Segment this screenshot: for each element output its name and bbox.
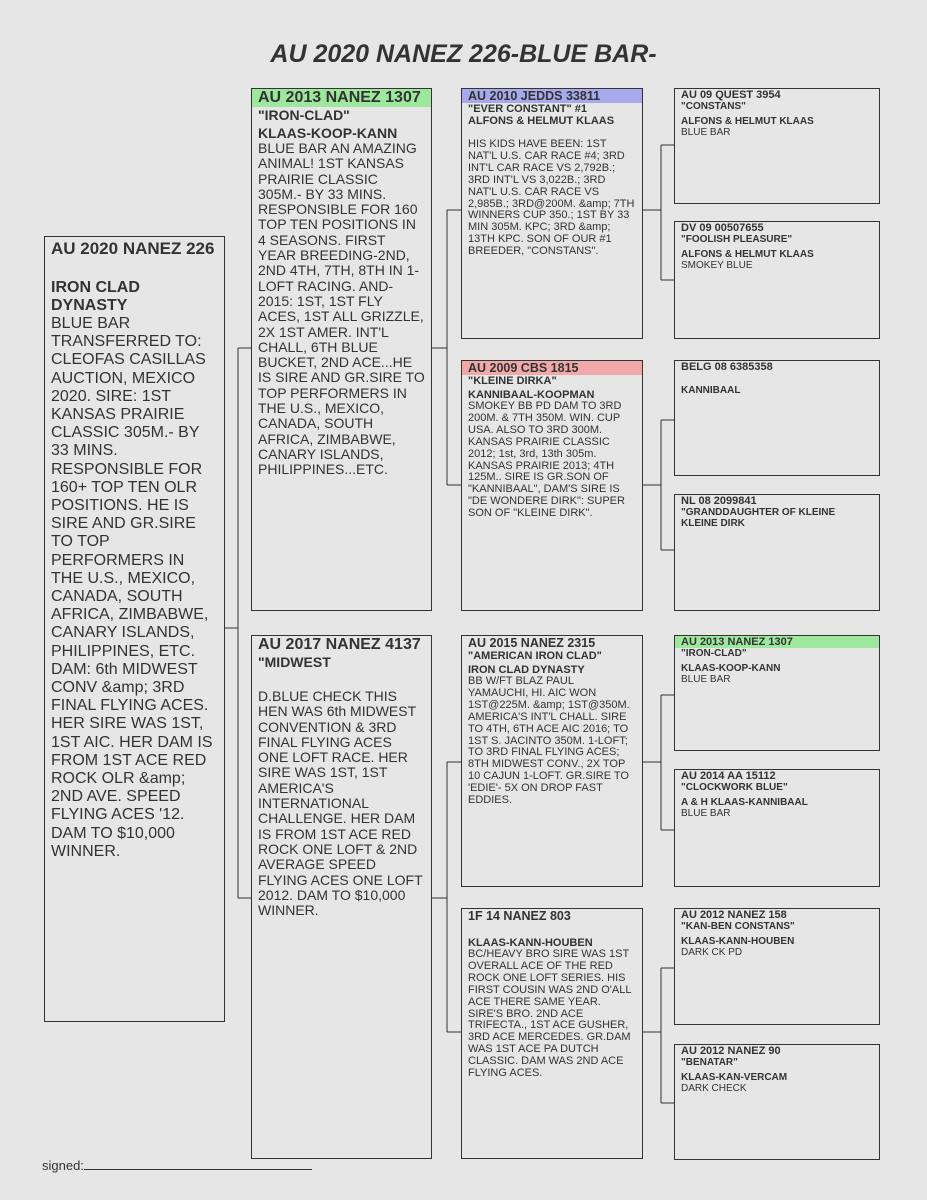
- g4-box-6: [674, 769, 880, 887]
- sire-sire-text: HIS KIDS HAVE BEEN: 1ST NAT'L U.S. CAR RACE #4; 3RD INT'L CAR RACE VS 2,792B.; 3RD INT'L VS 3,022B.; 3RD NAT'L U.S. CAR RACE VS 2,985B.; 3RD@200M. &amp; 7TH WINNERS CUP 350.; 1ST BY 33 MIN 305M. KPC; 3RD &amp; 13TH KPC. SON OF OUR #1 BREEDER, "CONSTANS".: [468, 138, 635, 258]
- dam-sire-id: AU 2015 NANEZ 2315: [468, 636, 596, 650]
- g4-breeder-2: ALFONS & HELMUT KLAAS: [681, 249, 814, 260]
- page-title: AU 2020 NANEZ 226-BLUE BAR-: [270, 40, 657, 68]
- dam-sire-box: [461, 635, 643, 887]
- g4-breeder-6: A & H KLAAS-KANNIBAAL: [681, 797, 808, 808]
- g4-id-8: AU 2012 NANEZ 90: [681, 1045, 781, 1057]
- g4-color-5: BLUE BAR: [681, 674, 731, 685]
- g4-breeder-5: KLAAS-KOOP-KANN: [681, 663, 781, 674]
- dam-dam-id: 1F 14 NANEZ 803: [468, 909, 571, 923]
- dam-sire-breeder: IRON CLAD DYNASTY: [468, 664, 585, 676]
- subject-box: [44, 236, 225, 1022]
- g4-name-6: "CLOCKWORK BLUE": [681, 782, 788, 793]
- g4-box-5: [674, 635, 880, 751]
- dam-sire-name: "AMERICAN IRON CLAD": [468, 650, 602, 662]
- g4-name-2: "FOOLISH PLEASURE": [681, 234, 793, 245]
- g4-box-2: [674, 221, 880, 339]
- g4-name-5: "IRON-CLAD": [681, 648, 747, 659]
- g4-box-8: [674, 1044, 880, 1160]
- g4-id-3: BELG 08 6385358: [681, 361, 773, 373]
- subject-name: IRON CLAD DYNASTY: [51, 279, 140, 314]
- g4-id-1: AU 09 QUEST 3954: [681, 89, 781, 101]
- g4-name-4: "GRANDDAUGHTER OF KLEINE: [681, 507, 836, 518]
- g4-breeder-3: KANNIBAAL: [681, 385, 741, 396]
- g4-box-4: [674, 494, 880, 611]
- g4-color-2: SMOKEY BLUE: [681, 260, 753, 271]
- signature-rule[interactable]: [84, 1159, 312, 1170]
- sire-id: AU 2013 NANEZ 1307: [252, 89, 431, 107]
- sire-sire-breeder: ALFONS & HELMUT KLAAS: [468, 115, 615, 127]
- sire-sire-id: AU 2010 JEDDS 33811: [462, 89, 642, 103]
- g4-id-2: DV 09 00507655: [681, 222, 764, 234]
- g4-id-5: AU 2013 NANEZ 1307: [675, 636, 879, 648]
- dam-id: AU 2017 NANEZ 4137: [258, 636, 421, 653]
- sire-dam-breeder: KANNIBAAL-KOOPMAN: [468, 389, 595, 401]
- sire-dam-text: SMOKEY BB PD DAM TO 3RD 200M. & 7TH 350M. WIN. CUP USA. ALSO TO 3RD 300M. KANSAS PRAIRIE CLASSIC 2012; 1st, 3rd, 13th 305m. KANSAS PRAIRIE 2013; 4TH 125M.. SIRE IS GR.SON OF "KANNIBAAL", DAM'S SIRE IS "DE WONDERE DIRK": SUPER SON OF "KLEINE DIRK".: [468, 400, 625, 520]
- dam-dam-breeder: KLAAS-KANN-HOUBEN: [468, 937, 593, 949]
- sire-dam-id: AU 2009 CBS 1815: [462, 361, 642, 375]
- dam-name: "MIDWEST: [258, 654, 331, 670]
- subject-id: AU 2020 NANEZ 226: [51, 239, 215, 258]
- dam-dam-text: BC/HEAVY BRO SIRE WAS 1ST OVERALL ACE OF THE RED ROCK ONE LOFT SERIES. HIS FIRST COUSIN WAS 2ND O'ALL ACE THERE SAME YEAR. SIRE'S BRO. 2ND ACE TRIFECTA., 1ST ACE GUSHER, 3RD ACE MERCEDES. GR.DAM WAS 1ST ACE PA DUTCH CLASSIC. DAM WAS 2ND ACE FLYING ACES.: [468, 948, 632, 1080]
- sire-sire-name: "EVER CONSTANT" #1: [468, 103, 588, 115]
- sire-breeder: KLAAS-KOOP-KANN: [258, 125, 398, 141]
- signature-line: [42, 1158, 312, 1173]
- sire-dam-name: "KLEINE DIRKA": [468, 375, 557, 387]
- g4-breeder-7: KLAAS-KANN-HOUBEN: [681, 936, 795, 947]
- g4-box-1: [674, 88, 880, 204]
- sire-sire-box: [461, 88, 643, 339]
- g4-breeder-8: KLAAS-KAN-VERCAM: [681, 1072, 788, 1083]
- g4-color-8: DARK CHECK: [681, 1083, 747, 1094]
- g4-id-6: AU 2014 AA 15112: [681, 770, 776, 782]
- g4-color-6: BLUE BAR: [681, 808, 731, 819]
- sire-name: "IRON-CLAD": [258, 107, 350, 123]
- g4-box-7: [674, 908, 880, 1025]
- subject-text: BLUE BAR TRANSFERRED TO: CLEOFAS CASILLAS AUCTION, MEXICO 2020. SIRE: 1ST KANSAS PRAIRIE CLASSIC 305M.- BY 33 MINS. RESPONSIBLE FOR 160+ TOP TEN OLR POSITIONS. HE IS SIRE AND GR.SIRE TO TOP PERFORMERS IN THE U.S., MEXICO, CANADA, SOUTH AFRICA, ZIMBABWE, CANARY ISLANDS, PHILIPPINES, ETC. DAM: 6th MIDWEST CONV &amp; 3RD FINAL FLYING ACES. HER SIRE WAS 1ST, 1ST AIC. HER DAM IS FROM 1ST ACE RED ROCK OLR &amp; 2ND AVE. SPEED FLYING ACES '12. DAM TO $10,000 WINNER.: [51, 315, 213, 860]
- g4-color-7: DARK CK PD: [681, 947, 743, 958]
- dam-sire-text: BB W/FT BLAZ PAUL YAMAUCHI, HI. AIC WON 1ST@225M. &amp; 1ST@350M. AMERICA'S INT'L CHALL. SIRE TO 4TH, 6TH ACE AIC 2016; TO 1ST S. JACINTO 350M. 1-LOFT; TO 3RD FINAL FLYING ACES; 8TH MIDWEST CONV., 2X TOP 10 CAJUN 1-LOFT. GR.SIRE TO 'EDIE'- 5X ON DROP FAST EDDIES.: [468, 675, 630, 807]
- g4-id-7: AU 2012 NANEZ 158: [681, 909, 787, 921]
- g4-name-7: "KAN-BEN CONSTANS": [681, 921, 795, 932]
- g4-name-8: "BENATAR": [681, 1057, 738, 1068]
- g4-box-3: [674, 360, 880, 476]
- sire-box: [251, 88, 432, 611]
- sire-text: BLUE BAR AN AMAZING ANIMAL! 1ST KANSAS PRAIRIE CLASSIC 305M.- BY 33 MINS. RESPONSIBLE FOR 160 TOP TEN POSITIONS IN 4 SEASONS. FIRST YEAR BREEDING-2ND, 2ND 4TH, 7TH, 8TH IN 1-LOFT RACING. AND-2015: 1ST, 1ST FLY ACES, 1ST ALL GRIZZLE, 2X 1ST AMER. INT'L CHALL, 6TH BLUE BUCKET, 2ND ACE...HE IS SIRE AND GR.SIRE TO TOP PERFORMERS IN THE U.S., MEXICO, CANADA, SOUTH AFRICA, ZIMBABWE, CANARY ISLANDS, PHILIPPINES...ETC.: [258, 140, 425, 478]
- g4-breeder-1: ALFONS & HELMUT KLAAS: [681, 116, 814, 127]
- g4-name-1: "CONSTANS": [681, 101, 746, 112]
- dam-text: D.BLUE CHECK THIS HEN WAS 6th MIDWEST CONVENTION & 3RD FINAL FLYING ACES ONE LOFT RACE. HER SIRE WAS 1ST, 1ST AMERICA'S INTERNATIONAL CHALLENGE. HER DAM IS FROM 1ST ACE RED ROCK ONE LOFT & 2ND AVERAGE SPEED FLYING ACES ONE LOFT 2012. DAM TO $10,000 WINNER.: [258, 688, 423, 919]
- dam-dam-box: [461, 908, 643, 1159]
- sire-dam-box: [461, 360, 643, 611]
- g4-breeder-4: KLEINE DIRK: [681, 518, 745, 529]
- g4-id-4: NL 08 2099841: [681, 495, 757, 507]
- g4-color-1: BLUE BAR: [681, 127, 731, 138]
- dam-box: [251, 635, 432, 1159]
- signed-label: signed:: [42, 1158, 84, 1173]
